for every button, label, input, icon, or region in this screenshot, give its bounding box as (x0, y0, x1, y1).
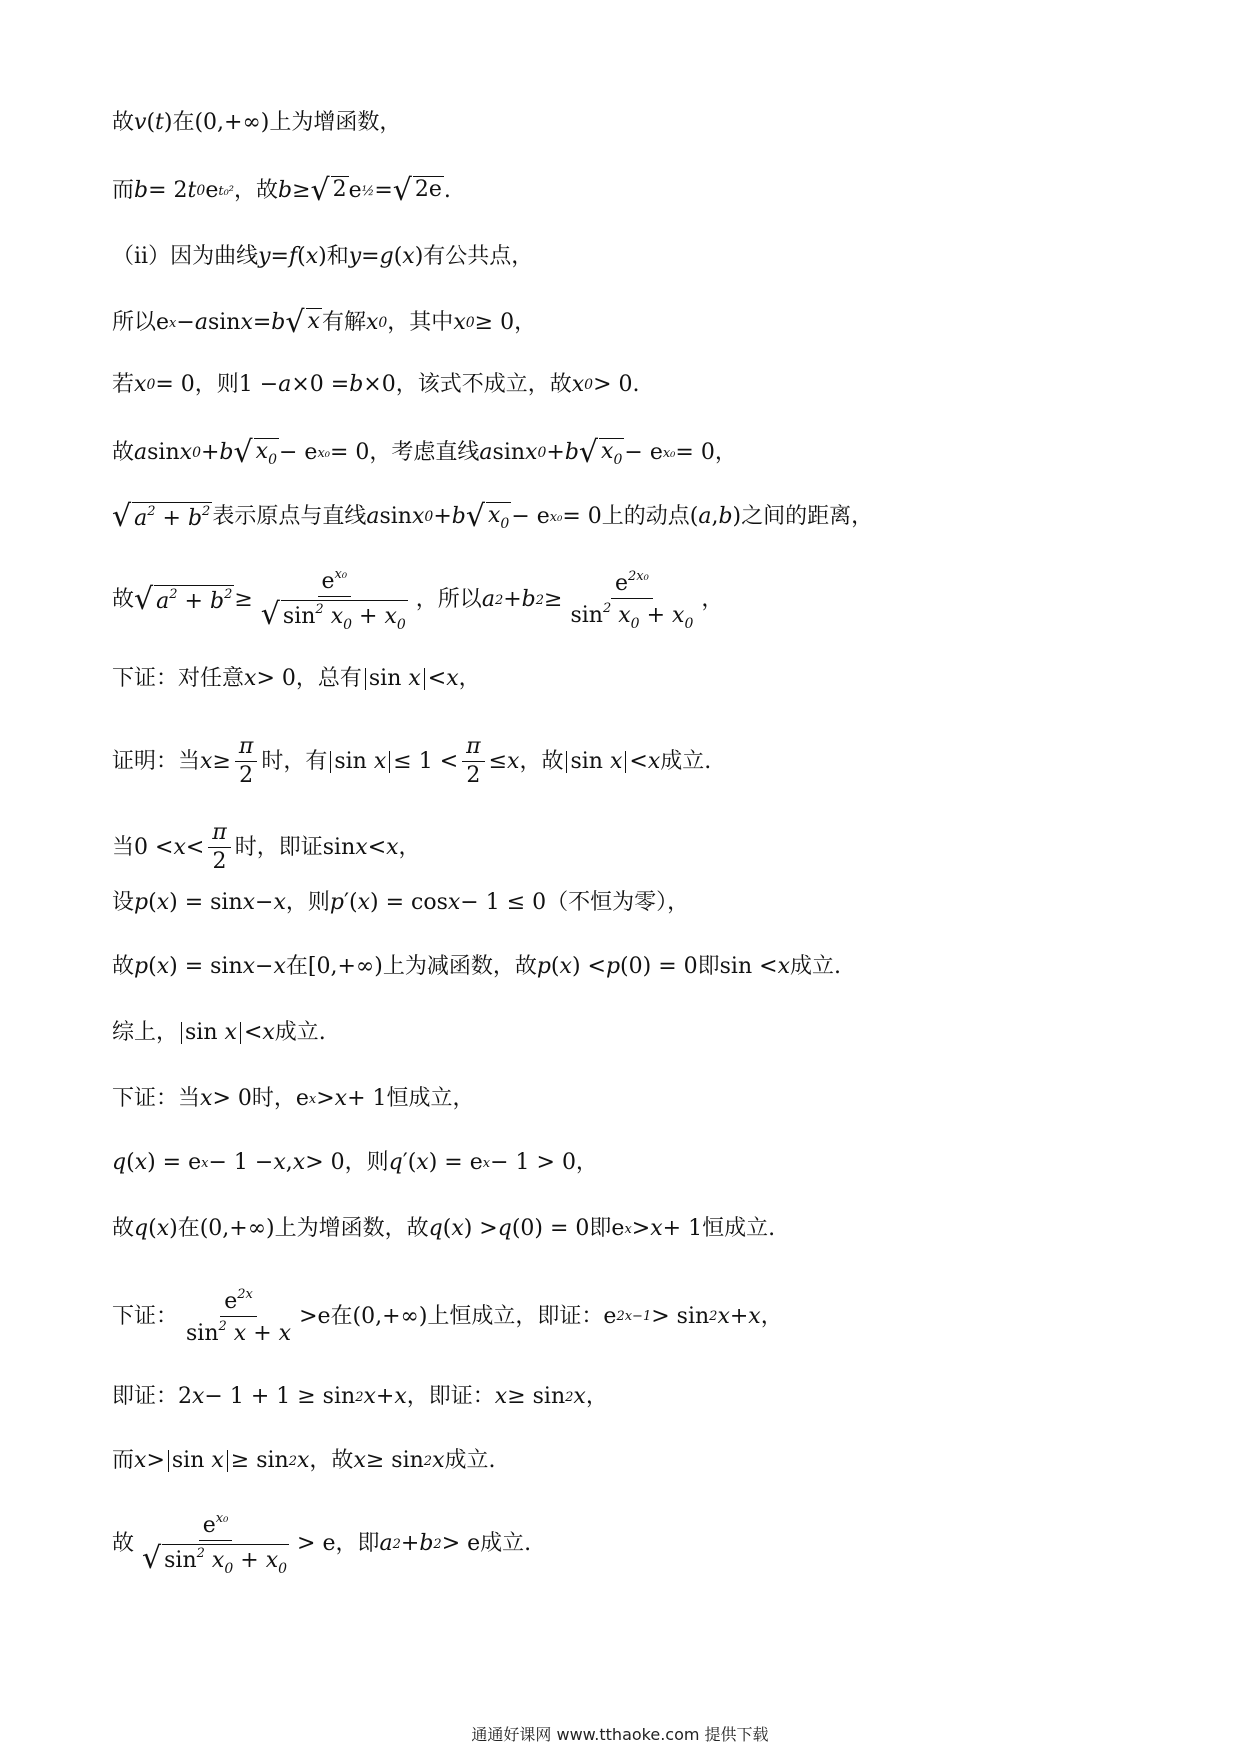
proof-line-10: 证明：当 x ≥ $\frac{\pi}{2}$ 时，有 sin x ≤ 1 < $\frac{\pi}{2}$ ≤ x ，故 sin x < x 成立. (112, 734, 712, 788)
proof-line-12: 设 p ( x ) = sin x − x ，则 p ′( x ) = cos x − 1 ≤ 0（不恒为零）， (112, 890, 690, 915)
proof-line-18: 下证： $\frac{e^{2x}}{\sin^2 x + x}$ >e在(0,+∞)上恒成立，即证：e 2x−1 > sin 2 x + x ， (112, 1287, 783, 1346)
proof-line-4: 所以e x − a sin x = b √ x 有解 x 0 ，其中 x 0 ≥ 0， (112, 305, 537, 340)
proof-line-11: 当0 < x < $\frac{\pi}{2}$ 时，即证sin x < x ， (112, 820, 421, 874)
proof-line-6: 故 a sin x 0 + b √ $x_0$ − e x₀ = 0，考虑直线 a sin x 0 + b √ $x_0$ − e x₀ = 0， (112, 435, 737, 470)
proof-line-17: 故 q ( x )在(0,+∞)上为增函数，故 q ( x ) > q (0) = 0即e x > x + 1恒成立. (112, 1216, 776, 1241)
proof-line-21: 故 $e^{x_0}$ √ $\sin^2 x_0 + x_0$ > e，即 a 2 + b 2 > e成立. (112, 1511, 532, 1577)
proof-line-2: 而 b = 2 t 0 e t₀² ，故 b ≥ √ 2 e ½ = √ 2e . (112, 173, 451, 208)
proof-line-14: 综上， sin x < x 成立. (112, 1020, 326, 1045)
proof-line-16: q ( x ) = e x − 1 − x , x > 0，则 q ′( x ) = e x − 1 > 0， (112, 1150, 598, 1175)
proof-line-7: √ $a^2 + b^2$ 表示原点与直线 a sin x 0 + b √ $x_0$ − e x₀ = 0上的动点( a , b )之间的距离， (112, 499, 874, 534)
proof-line-8: 故 √ $a^2 + b^2$ ≥ $e^{x_0}$ √ $\sin^2 x_0 + x_0$ ，所以 a 2 + b 2 ≥ $\frac{e^{2x_0}}{\sin^2 x_0 + x_0}$ ， (112, 567, 724, 633)
proof-line-15: 下证：当 x > 0时，e x > x + 1恒成立， (112, 1086, 475, 1111)
proof-line-1: 故 v ( t )在(0,+∞)上为增函数， (112, 110, 402, 135)
proof-line-3: （ii）因为曲线 y = f ( x )和 y = g ( x )有公共点， (112, 244, 534, 269)
proof-line-13: 故 p ( x ) = sin x − x 在[0,+∞)上为减函数，故 p ( x ) < p (0) = 0即sin < x 成立. (112, 954, 841, 979)
proof-line-5: 若 x 0 = 0，则1 − a ×0 = b ×0，该式不成立，故 x 0 > 0. (112, 372, 640, 397)
proof-line-19: 即证：2 x − 1 + 1 ≥ sin 2 x + x ，即证： x ≥ sin 2 x ， (112, 1384, 608, 1409)
footer-source: 通通好课网 www.tthaoke.com 提供下载 (471, 1725, 769, 1744)
proof-line-20: 而 x > sin x ≥ sin 2 x ，故 x ≥ sin 2 x 成立. (112, 1448, 496, 1473)
proof-line-9: 下证：对任意 x > 0，总有 sin x < x ， (112, 666, 481, 691)
